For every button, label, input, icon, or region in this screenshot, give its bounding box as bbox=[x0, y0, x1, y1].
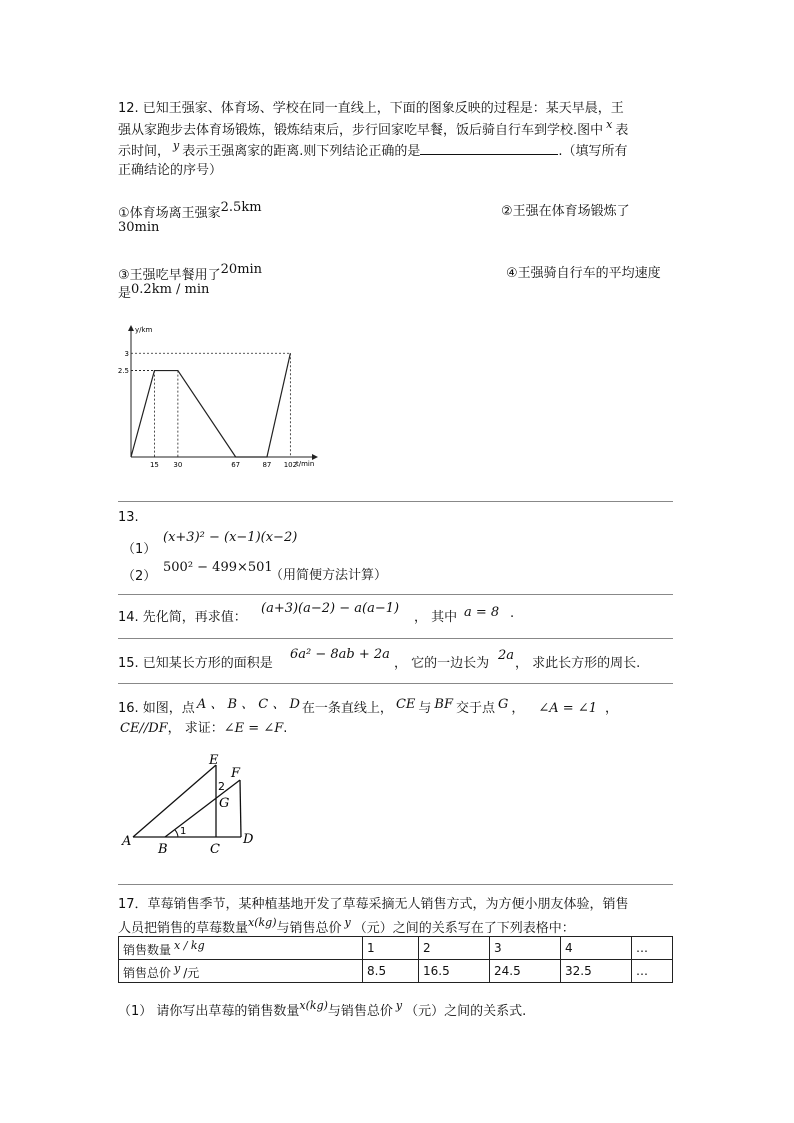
q16-parallel-condition: CE//DF bbox=[120, 721, 168, 736]
q16-text-g2: ， 求证： bbox=[167, 721, 224, 736]
row-label-var: y bbox=[174, 961, 181, 975]
q12-option-3 bbox=[118, 262, 262, 283]
q16-bf: BF bbox=[434, 697, 453, 712]
q16-text-f: ， bbox=[605, 701, 619, 716]
x-tick-label: 67 bbox=[231, 461, 241, 469]
q14-expr: (a+3)(a−2) − a(a−1) bbox=[261, 601, 400, 616]
q12-line2 bbox=[118, 118, 628, 138]
graph-line bbox=[131, 353, 290, 457]
q12-option-3-text: ③王强吃早餐用了 bbox=[118, 268, 221, 283]
q17-line1: 17．草莓销售季节，某种植基地开发了草莓采摘无人销售方式，为方便小朋友体验，销售 bbox=[118, 897, 629, 912]
q13-part1-expr: (x+3)² − (x−1)(x−2) bbox=[163, 530, 298, 545]
q16-points: A 、 B 、 C 、 D bbox=[196, 697, 300, 712]
x-tick-label: 87 bbox=[262, 461, 272, 469]
q12-var-x: x bbox=[606, 118, 613, 131]
q16-text-b: 在一条直线上， bbox=[301, 701, 393, 716]
q12-option-1-text: ①体育场离王强家 bbox=[118, 206, 221, 221]
table-row-label bbox=[119, 937, 363, 960]
q12-option-4-value: 0.2km / min bbox=[131, 282, 210, 297]
q12-line3-mid: 表示王强离家的距离.则下列结论正确的是 bbox=[182, 144, 421, 159]
q12-line2-text: 强从家跑步去体育场锻炼，锻炼结束后，步行回家吃早餐，饭后骑自行车到学校.图中 bbox=[118, 123, 604, 138]
divider bbox=[118, 683, 673, 684]
table-cell: 8.5 bbox=[363, 960, 419, 983]
q12-option-4-line2 bbox=[118, 282, 209, 301]
q16-g: G bbox=[497, 697, 509, 712]
q17-sub1-var-x: x(kg) bbox=[299, 999, 328, 1012]
q16-line1 bbox=[118, 693, 618, 716]
q15-mid: ， 它的一边长为 bbox=[394, 656, 490, 671]
q17-sub1-mid: 与销售总价 bbox=[327, 1004, 393, 1019]
q12-option-2-value: 30min bbox=[118, 220, 160, 235]
q15-side: 2a bbox=[498, 648, 515, 663]
q13-part2-note: （用简便方法计算） bbox=[270, 568, 388, 583]
table-row-label bbox=[119, 960, 363, 983]
q16-goal: ∠E = ∠F bbox=[223, 721, 284, 736]
table-cell: … bbox=[632, 937, 673, 960]
q16-line2 bbox=[120, 717, 287, 736]
angle-1-arc bbox=[175, 830, 178, 837]
x-axis-label: t/min bbox=[296, 460, 315, 468]
q16-text-a: 16. 如图，点 bbox=[118, 701, 195, 716]
q14-text: 14. 先化简，再求值： bbox=[118, 610, 247, 625]
q12-option-1-value: 2.5km bbox=[220, 200, 262, 215]
distance-time-graph bbox=[112, 322, 327, 472]
q13-part1-label: （1） bbox=[122, 542, 157, 557]
geometry-figure bbox=[118, 750, 268, 855]
q12-line3-end: .（填写所有 bbox=[558, 144, 628, 159]
q16-text-c: 与 bbox=[418, 701, 432, 716]
q12-line2-end: 表 bbox=[615, 123, 629, 138]
q12-option-2-text: ②王强在体育场锻炼了 bbox=[501, 204, 630, 219]
table-cell: 16.5 bbox=[419, 960, 490, 983]
q17-sub1 bbox=[118, 999, 526, 1019]
q13-part2-expr: 500² − 499×501 bbox=[163, 560, 273, 575]
q16-text-e: ， bbox=[511, 701, 525, 716]
q17-line2-mid: 与销售总价 bbox=[276, 921, 342, 936]
q16-angle-condition: ∠A = ∠1 bbox=[538, 701, 597, 716]
answer-blank[interactable] bbox=[420, 143, 558, 155]
q12-option-4-text: ④王强骑自行车的平均速度 bbox=[506, 266, 661, 281]
q17-line2-end: （元）之间的关系写在了下列表格中： bbox=[353, 921, 575, 936]
q13-part2-label: （2） bbox=[122, 569, 157, 584]
table-cell: 3 bbox=[490, 937, 561, 960]
divider bbox=[118, 884, 673, 885]
q12-line1: 12. 已知王强家、体育场、学校在同一直线上，下面的图象反映的过程是：某天早晨，王 bbox=[118, 101, 624, 116]
label-angle-2: 2 bbox=[218, 780, 225, 793]
table-cell: 24.5 bbox=[490, 960, 561, 983]
q17-var-y: y bbox=[344, 916, 351, 929]
table-cell: 4 bbox=[561, 937, 632, 960]
table-cell: 2 bbox=[419, 937, 490, 960]
row-label-unit: x / kg bbox=[174, 938, 205, 952]
table-cell: … bbox=[632, 960, 673, 983]
q16-ce: CE bbox=[395, 697, 416, 712]
line-AE bbox=[133, 765, 216, 837]
label-B: B bbox=[158, 842, 168, 855]
line-FD bbox=[240, 780, 241, 837]
q14-condition: a = 8 bbox=[464, 605, 500, 620]
q17-line2 bbox=[118, 916, 575, 936]
label-D: D bbox=[243, 832, 254, 847]
table-cell: 32.5 bbox=[561, 960, 632, 983]
q12-line3 bbox=[118, 139, 628, 159]
x-tick-label: 30 bbox=[173, 461, 183, 469]
row-label-unit: /元 bbox=[183, 965, 200, 980]
table-cell: 1 bbox=[363, 937, 419, 960]
label-E: E bbox=[209, 753, 219, 768]
q14-end: . bbox=[510, 606, 515, 621]
q16-text-d: 交于点 bbox=[455, 701, 495, 716]
q12-var-y: y bbox=[173, 139, 180, 152]
q12-option-1 bbox=[118, 200, 262, 221]
q12-option-4-prefix: 是 bbox=[118, 286, 132, 301]
table-row bbox=[119, 937, 673, 960]
divider bbox=[118, 594, 673, 595]
q15-text: 15. 已知某长方形的面积是 bbox=[118, 656, 273, 671]
x-tick-label: 15 bbox=[149, 461, 159, 469]
row-label-text: 销售数量 bbox=[123, 942, 172, 957]
divider bbox=[118, 501, 673, 502]
label-A: A bbox=[122, 834, 132, 849]
q13-number: 13. bbox=[118, 510, 139, 525]
q12-line3-text: 示时间， bbox=[118, 144, 171, 159]
y-tick-label: 3 bbox=[124, 349, 129, 358]
q17-sub1-end: （元）之间的关系式. bbox=[405, 1004, 527, 1019]
x-tick-label: 102 bbox=[283, 461, 298, 469]
divider bbox=[118, 638, 673, 639]
sales-table bbox=[118, 936, 673, 983]
q15-expr: 6a² − 8ab + 2a bbox=[290, 647, 390, 662]
table-row bbox=[119, 960, 673, 983]
q12-option-3-value: 20min bbox=[220, 262, 263, 277]
label-C: C bbox=[210, 842, 220, 855]
q14-condition-text: ， 其中 bbox=[414, 610, 458, 625]
q17-var-x: x(kg) bbox=[248, 916, 277, 929]
label-F: F bbox=[231, 766, 241, 781]
row-label-text: 销售总价 bbox=[123, 965, 172, 980]
y-tick-label: 2.5 bbox=[117, 367, 129, 376]
y-axis-label: y/km bbox=[135, 326, 153, 334]
q16-text-h: . bbox=[283, 721, 288, 736]
q17-line2-text: 人员把销售的草莓数量 bbox=[118, 921, 249, 936]
q17-sub1-var-y: y bbox=[395, 999, 403, 1012]
label-G: G bbox=[219, 796, 230, 811]
q12-line4: 正确结论的序号） bbox=[118, 163, 223, 178]
q15-end: ， 求此长方形的周长. bbox=[515, 656, 641, 671]
q17-sub1-text: （1） 请你写出草莓的销售数量 bbox=[118, 1004, 300, 1019]
label-angle-1: 1 bbox=[180, 826, 187, 837]
